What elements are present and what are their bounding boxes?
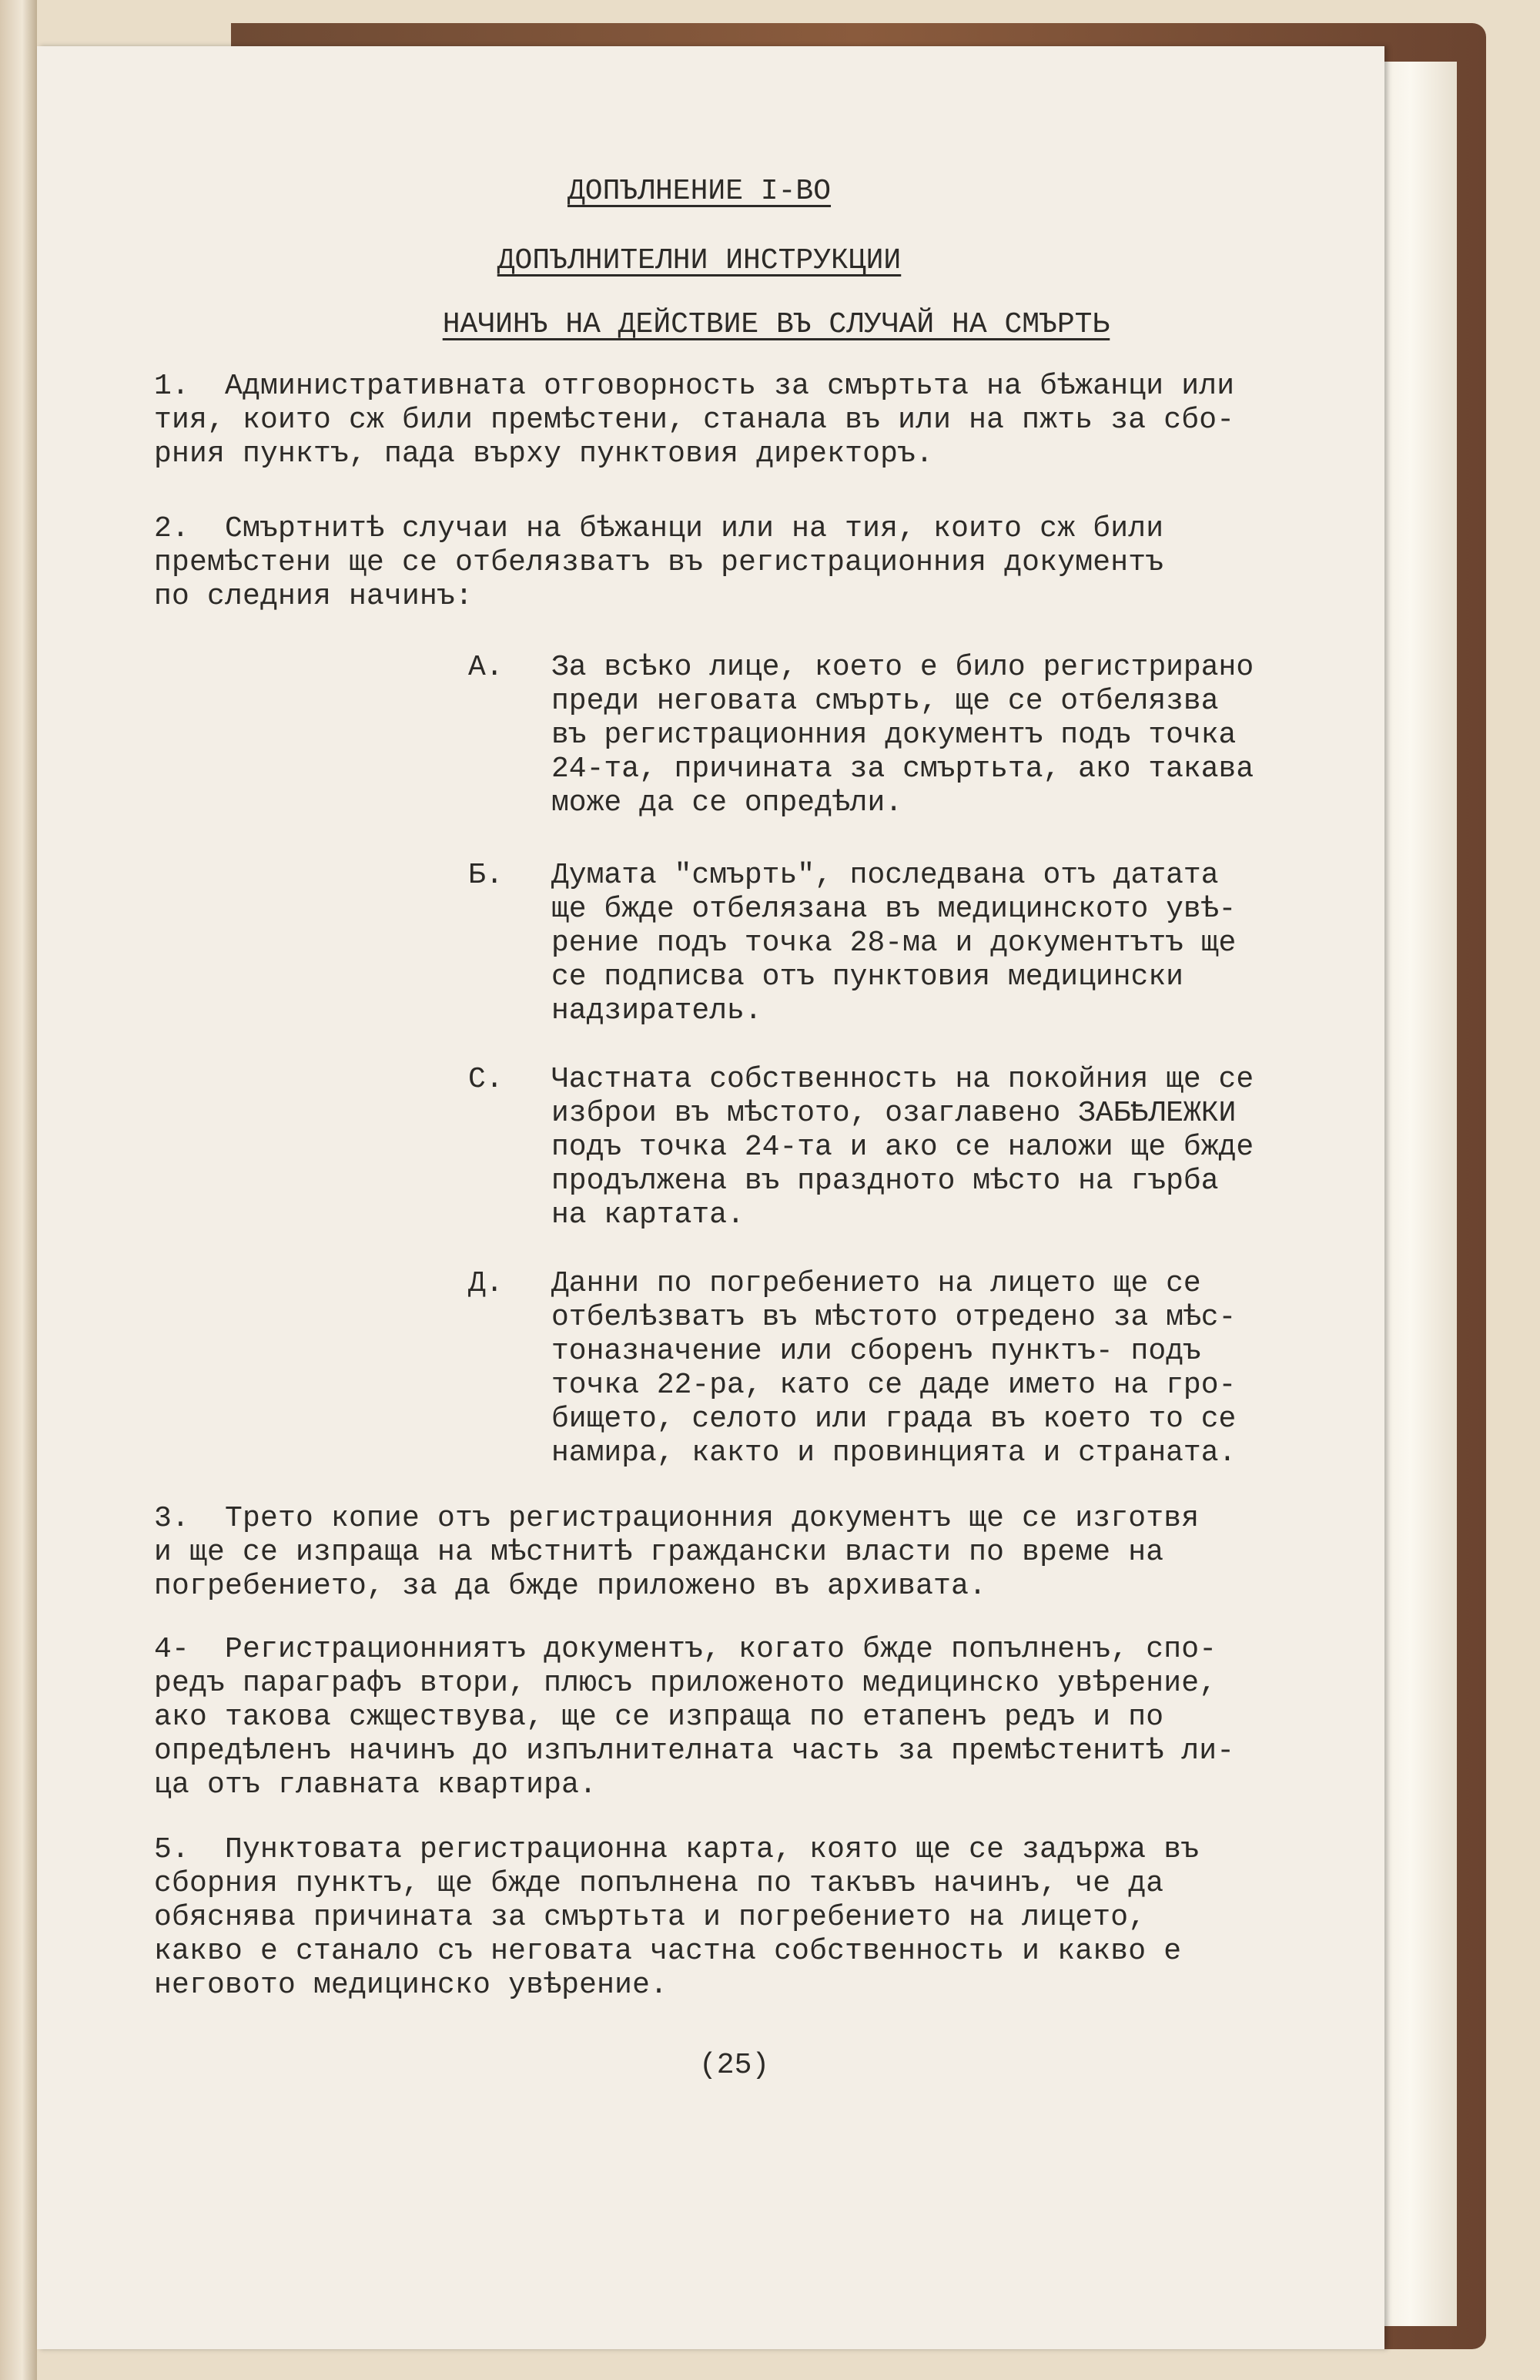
paragraph-3: 3. Трето копие отъ регистрационния документъ ще се изготвя и ще се изпраща на мѣстнитѣ граждански власти по време на погребението, за да бжде приложено въ архивата. (154, 1502, 1200, 1603)
item-b-text: Думата "смърть", последвана отъ датата ще бжде отбелязана въ медицинското увѣ- рение подъ точка 28-ма и документътъ ще се подписва отъ пунктовия медицински надзиратель. (551, 859, 1237, 1027)
page-content (37, 46, 1384, 2349)
page-number: (25) (699, 2049, 770, 2082)
facing-page-edge (0, 0, 37, 2380)
paragraph-2: 2. Смъртнитѣ случаи на бѣжанци или на тия, които сж били премѣстени ще се отбелязватъ въ регистрационния документъ по следния начинъ: (154, 512, 1164, 613)
item-a-letter: А. (468, 651, 504, 684)
paragraph-1: 1. Административната отговорность за смъртьта на бѣжанци или тия, които сж били премѣстени, станала въ или на пжть за сбо- рния пунктъ, пада върху пунктовия директоръ. (154, 370, 1235, 471)
item-d-text: Данни по погребението на лицето ще се отбелѣзватъ въ мѣстото отредено за мѣс- тоназначение или сборенъ пунктъ- подъ точка 22-ра, като се даде името на гро- бището, селото или града въ което то се намира, както и провинцията и страната. (551, 1267, 1237, 1470)
document-page (37, 46, 1384, 2349)
paragraph-5: 5. Пунктовата регистрационна карта, която ще се задържа въ сборния пунктъ, ще бжде попълнена по такъвъ начинъ, че да обяснява причината за смъртьта и погребението на лицето, какво е станало съ неговата частна собственность и какво е неговото медицинско увѣрение. (154, 1833, 1200, 2002)
item-d-letter: Д. (468, 1267, 504, 1300)
appendix-heading: ДОПЪЛНЕНИЕ I-ВО (567, 175, 832, 208)
item-c-text: Частната собственность на покойния ще се изброи въ мѣстото, озаглавено ЗАБѢЛЕЖКИ подъ точка 24-та и ако се наложи ще бжде продължена въ празднoто мѣсто на гърба на картата. (551, 1063, 1254, 1232)
paragraph-4: 4- Регистрационниятъ документъ, когато бжде попълненъ, спо- редъ параграфъ втори, плюсъ приложеното медицинско увѣрение, ако такова сжществува, ще се изпраща по етапенъ редъ и по опредѣленъ начинъ до изпълнителната часть за премѣстенитѣ ли- ца отъ главната квартира. (154, 1633, 1235, 1802)
page-stack-edge (1378, 62, 1457, 2326)
instructions-heading: ДОПЪЛНИТЕЛНИ ИНСТРУКЦИИ (497, 244, 902, 277)
item-c-letter: С. (468, 1063, 504, 1096)
procedure-heading: НАЧИНЪ НА ДЕЙСТВИЕ ВЪ СЛУЧАЙ НА СМЪРТЬ (442, 308, 1110, 341)
item-b-letter: Б. (468, 859, 504, 892)
item-a-text: За всѣко лице, което е било регистрирано преди неговата смърть, ще се отбелязва въ регистрационния документъ подъ точка 24-та, причината за смъртьта, ако такава може да се опредѣли. (551, 651, 1254, 820)
